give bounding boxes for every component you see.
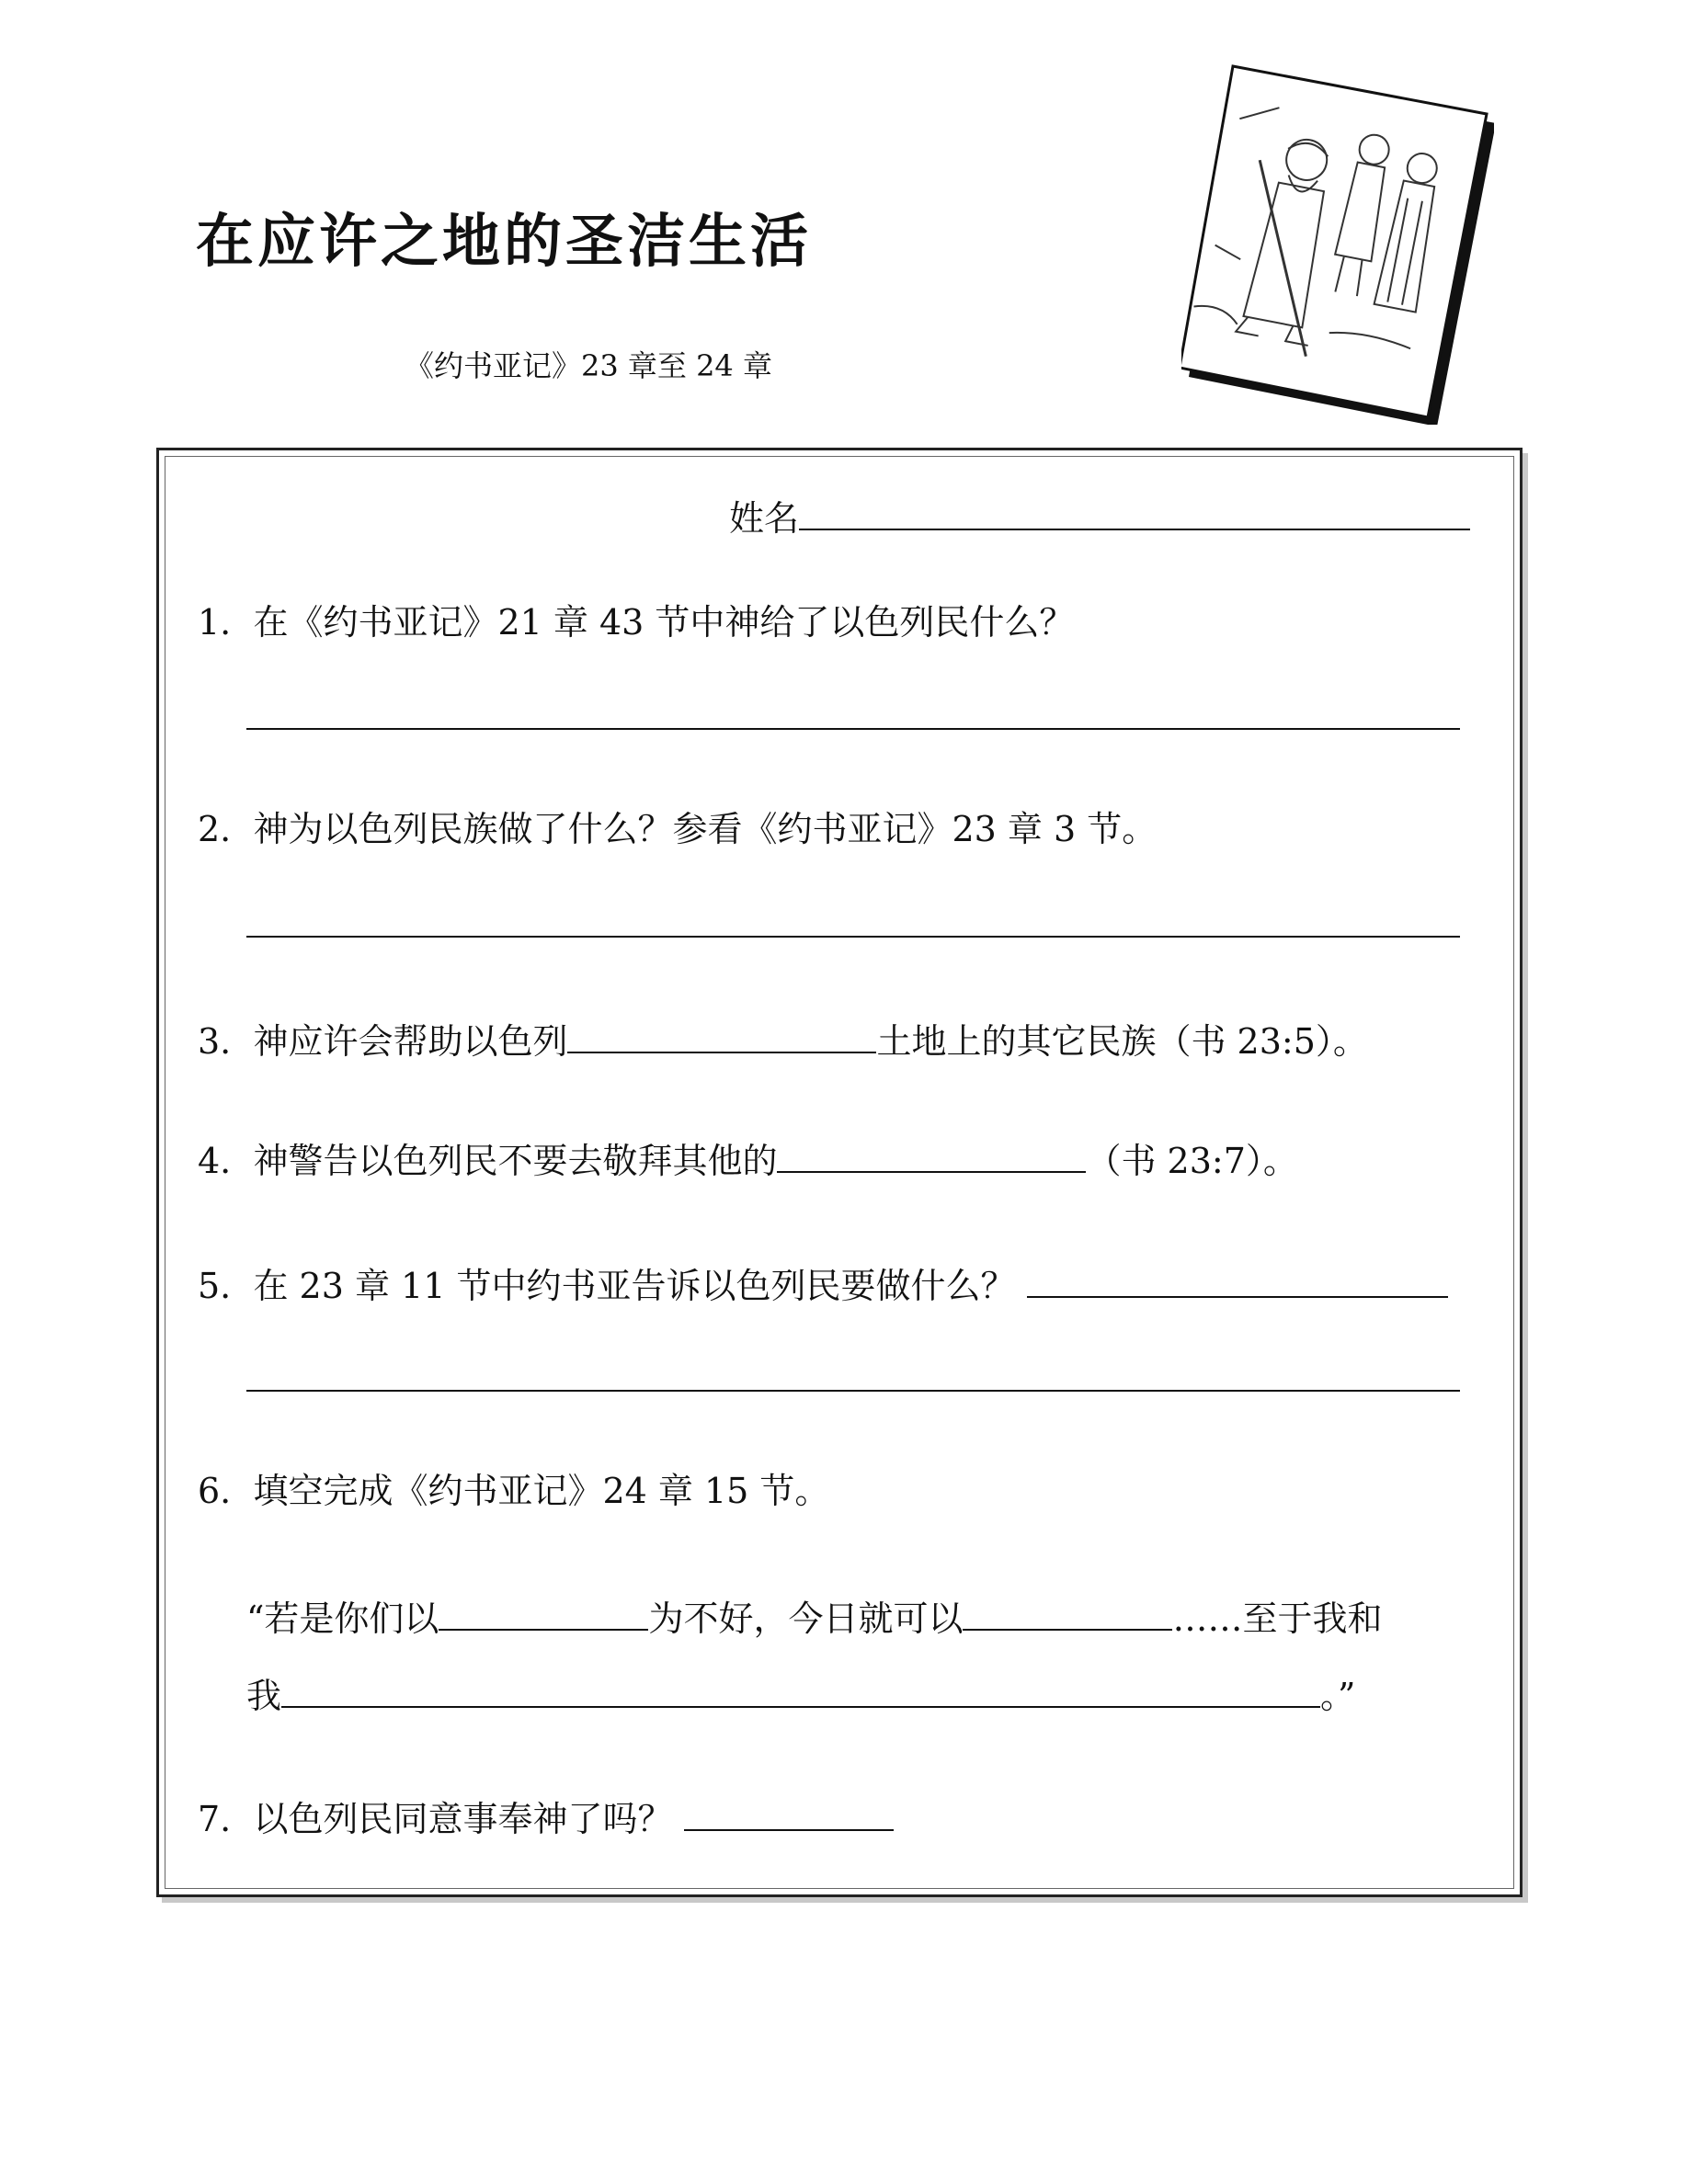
- name-label: 姓名: [729, 498, 800, 539]
- verse-line-1: “若是你们以 为不好，今日就可以 ……至于我和: [246, 1592, 1382, 1641]
- blank-3[interactable]: [567, 1015, 876, 1053]
- question-7: 7. 以色列民同意事奉神了吗？: [198, 1792, 894, 1841]
- verse-line-2: 我 。”: [246, 1669, 1355, 1718]
- verse-blank-2[interactable]: [963, 1592, 1172, 1631]
- answer-line-5[interactable]: [246, 1390, 1460, 1392]
- verse-blank-1[interactable]: [439, 1592, 648, 1631]
- question-2: 2. 神为以色列民族做了什么？参看《约书亚记》23 章 3 节。: [198, 809, 1158, 849]
- answer-line-1[interactable]: [246, 728, 1460, 730]
- name-blank[interactable]: [799, 492, 1470, 530]
- question-4: 4. 神警告以色列民不要去敬拜其他的 （书 23:7）。: [198, 1134, 1298, 1183]
- page-title: 在应许之地的圣洁生活: [196, 208, 812, 275]
- question-3: 3. 神应许会帮助以色列 土地上的其它民族（书 23:5）。: [198, 1015, 1368, 1064]
- name-field[interactable]: [729, 492, 1470, 540]
- answer-line-2[interactable]: [246, 936, 1460, 938]
- question-5: 5. 在 23 章 11 节中约书亚告诉以色列民要做什么？: [198, 1259, 1448, 1308]
- verse-blank-3[interactable]: [281, 1669, 1320, 1708]
- scripture-reference: 《约书亚记》23 章至 24 章: [405, 348, 772, 383]
- illustration-card-icon: [1181, 57, 1494, 425]
- question-6: 6. 填空完成《约书亚记》24 章 15 节。: [198, 1471, 830, 1511]
- question-1: 1. 在《约书亚记》21 章 43 节中神给了以色列民什么？: [198, 602, 1075, 643]
- blank-5a[interactable]: [1027, 1259, 1448, 1298]
- blank-7[interactable]: [684, 1792, 894, 1831]
- blank-4[interactable]: [777, 1134, 1086, 1173]
